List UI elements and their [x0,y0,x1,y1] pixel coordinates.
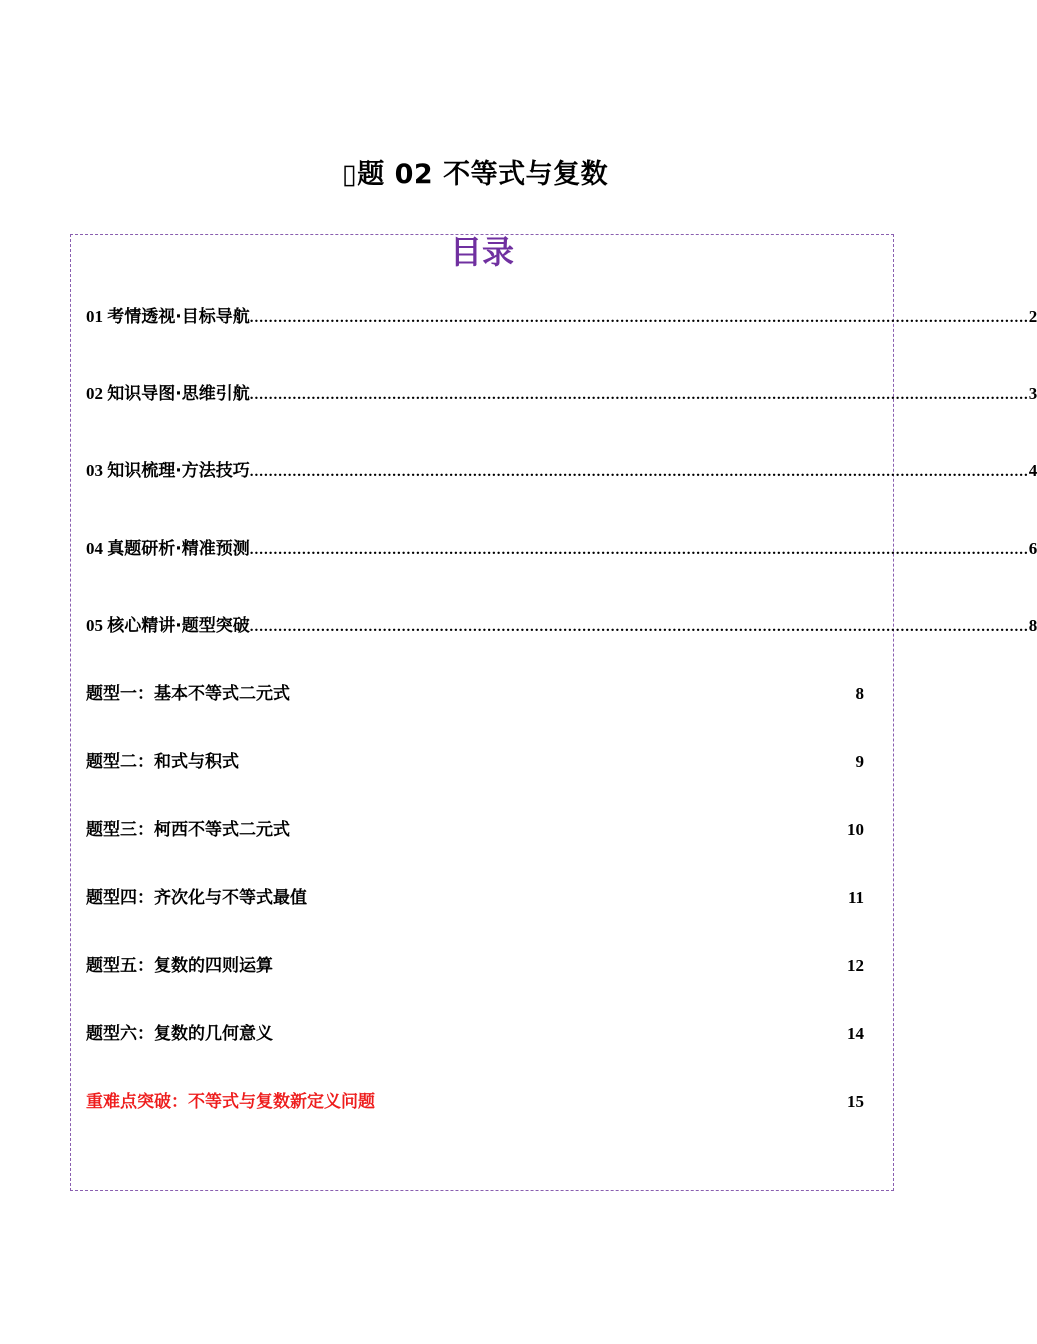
toc-subentry-key-difficulty[interactable] [86,1090,864,1114]
toc-page-number: 2 [1028,307,1037,326]
toc-entry-04[interactable] [86,537,1037,561]
toc-subentry-type-1[interactable] [86,682,864,706]
toc-page-number: 3 [1028,384,1037,403]
toc-page-number: 12 [847,956,864,975]
toc-subentry-type-5[interactable] [86,954,864,978]
toc-entry-label: 题型二：和式与积式 [86,752,239,772]
toc-page-number: 8 [1028,616,1037,635]
toc-entry-01[interactable] [86,305,1037,329]
table-of-contents [70,233,1037,1191]
toc-entry-label: 题型一：基本不等式二元式 [86,684,290,704]
toc-page-number: 8 [855,684,864,703]
toc-page-number: 9 [855,752,864,771]
toc-entry-label: 04 真题研析·精准预测 [86,539,250,559]
document-title: ▯题 02 不等式与复数 [341,159,609,190]
toc-entry-label: 题型六：复数的几何意义 [86,1024,273,1044]
toc-entry-label: 05 核心精讲·题型突破 [86,616,250,636]
toc-page-number: 15 [847,1092,864,1111]
toc-entry-label: 题型四：齐次化与不等式最值 [86,888,307,908]
toc-heading: 目录 [449,233,514,271]
toc-entry-02[interactable] [86,382,1037,406]
toc-page-number: 4 [1028,461,1037,480]
dot-leader: .................................................................................................................................................................... [249,387,1029,403]
toc-subentry-type-6[interactable] [86,1022,864,1046]
toc-entry-05[interactable] [86,614,1037,638]
toc-entry-label: 03 知识梳理·方法技巧 [86,461,250,481]
toc-page-number: 10 [847,820,864,839]
toc-subentry-type-2[interactable] [86,750,864,774]
toc-page-number: 14 [847,1024,864,1043]
toc-entry-label: 重难点突破：不等式与复数新定义问题 [86,1092,375,1112]
toc-page-number: 6 [1028,539,1037,558]
dot-leader: .................................................................................................................................................................... [249,310,1029,326]
toc-entry-label: 02 知识导图·思维引航 [86,384,250,404]
toc-entry-label: 01 考情透视·目标导航 [86,307,250,327]
toc-page-number: 11 [847,888,864,907]
dot-leader: .................................................................................................................................................................... [249,542,1029,558]
toc-subentry-type-3[interactable] [86,818,864,842]
toc-entry-label: 题型三：柯西不等式二元式 [86,820,290,840]
toc-entry-03[interactable] [86,459,1037,483]
toc-subentry-type-4[interactable] [86,886,864,910]
dot-leader: .................................................................................................................................................................... [249,464,1029,480]
dot-leader: .................................................................................................................................................................... [249,619,1029,635]
toc-entry-label: 题型五：复数的四则运算 [86,956,273,976]
